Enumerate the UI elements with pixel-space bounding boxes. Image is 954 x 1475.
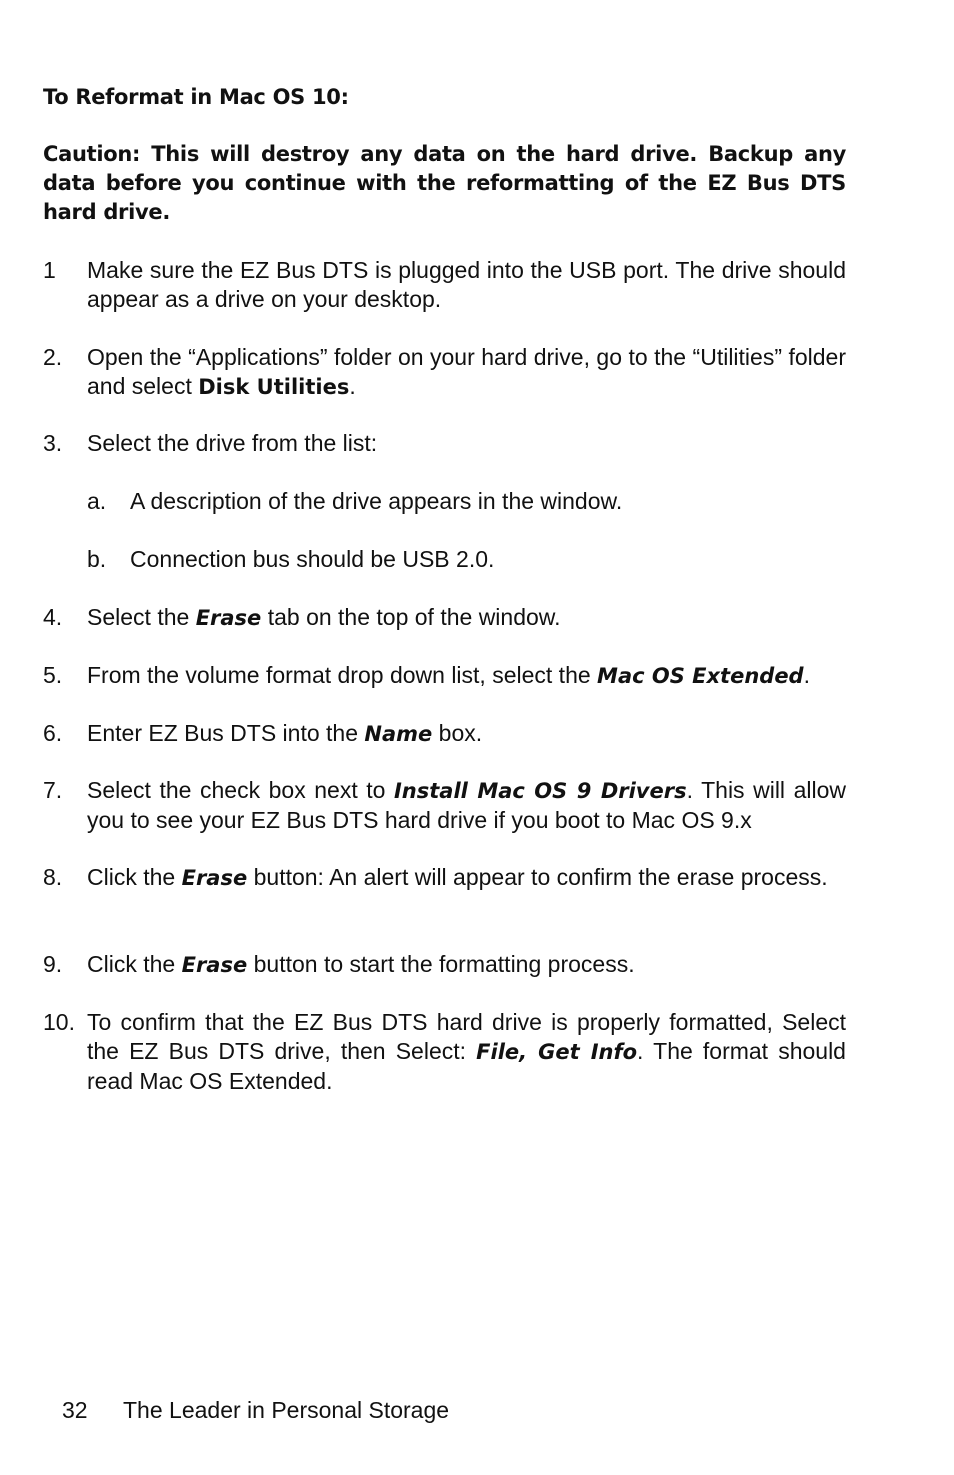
- step-number: 1: [43, 257, 56, 283]
- step-number: 7.: [43, 777, 63, 803]
- step-emphasis: Install Mac OS 9 Drivers: [393, 779, 687, 803]
- step-emphasis: Name: [364, 722, 433, 746]
- step-7: 7. Select the check box next to Install Mac OS 9 Drivers. This will allow you to see your EZ Bus DTS hard drive if you boot to Mac OS 9.x: [43, 777, 846, 833]
- step-emphasis: Erase: [181, 953, 248, 977]
- step-number: 6.: [43, 720, 63, 746]
- step-1: [43, 256, 846, 314]
- substep-letter: b.: [87, 546, 107, 572]
- step-3: [43, 429, 846, 458]
- substep-text: Connection bus should be USB 2.0.: [130, 546, 495, 572]
- step-6: 6. Enter EZ Bus DTS into the Name box.: [43, 720, 483, 746]
- page-number: 32: [62, 1397, 88, 1423]
- step-9: 9. Click the Erase button to start the formatting process.: [43, 951, 635, 977]
- step-number: 5.: [43, 662, 63, 688]
- step-4: 4. Select the Erase tab on the top of the window.: [43, 604, 561, 630]
- step-text: Make sure the EZ Bus DTS is plugged into the USB port. The drive should appear as a drive on your desktop.: [87, 257, 846, 312]
- step-emphasis: File, Get Info: [476, 1040, 638, 1064]
- caution-note: Caution: This will destroy any data on the hard drive. Backup any data before you continue with the reformatting of the EZ Bus DTS hard drive.: [43, 142, 846, 224]
- step-emphasis: Erase: [181, 866, 248, 890]
- step-emphasis: Erase: [195, 606, 262, 630]
- substep-text: A description of the drive appears in the window.: [130, 488, 623, 514]
- step-number: 2.: [43, 344, 63, 370]
- step-8: 8. Click the Erase button: An alert will appear to confirm the erase process.: [43, 864, 828, 890]
- step-10: 10. To confirm that the EZ Bus DTS hard drive is properly formatted, Select the EZ Bus DTS drive, then Select: File, Get Info. The format should read Mac OS Extended.: [43, 1009, 846, 1094]
- step-number: 4.: [43, 604, 63, 630]
- step-5: 5. From the volume format drop down list, select the Mac OS Extended.: [43, 662, 810, 688]
- step-2: 2. Open the “Applications” folder on your hard drive, go to the “Utilities” folder and select Disk Utilities.: [43, 344, 846, 399]
- substep-letter: a.: [87, 488, 107, 514]
- step-text: Open the “Applications” folder on your hard drive, go to the “Utilities” folder and select: [87, 344, 846, 399]
- step-number: 10.: [43, 1009, 75, 1035]
- substep-a: [87, 487, 846, 516]
- step-emphasis: Mac OS Extended: [597, 664, 804, 688]
- page-title: To Reformat in Mac OS 10:: [43, 85, 349, 109]
- step-number: 3.: [43, 430, 63, 456]
- step-number: 9.: [43, 951, 63, 977]
- footer-tagline: The Leader in Personal Storage: [123, 1397, 450, 1423]
- page-footer: [62, 1396, 449, 1425]
- step-bold-term: Disk Utilities: [198, 375, 350, 399]
- step-number: 8.: [43, 864, 63, 890]
- substep-b: [87, 545, 846, 574]
- step-text: Select the drive from the list:: [87, 430, 378, 456]
